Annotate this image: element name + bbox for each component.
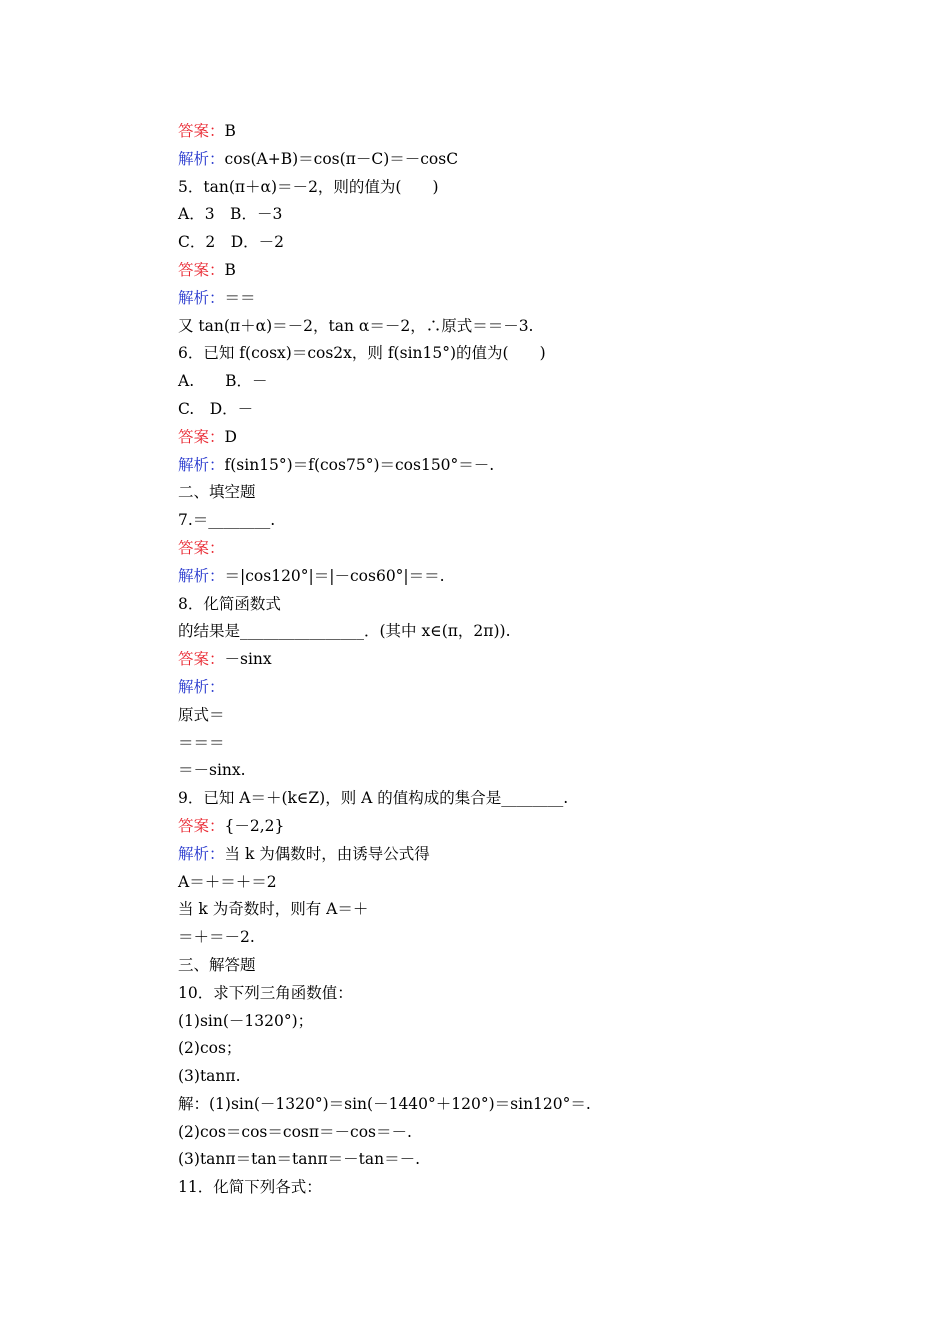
line-text: B — [224, 260, 236, 279]
answer-line — [178, 118, 898, 146]
line-text: 当 k 为偶数时，由诱导公式得 — [224, 844, 430, 863]
line-text: ＝－sinx. — [178, 761, 246, 780]
line-text: 9．已知 A＝＋(k∈Z)，则 A 的值构成的集合是________. — [178, 789, 569, 808]
text-line — [178, 507, 898, 535]
line-text: (2)cos； — [178, 1039, 242, 1058]
line-text: ＝|cos120°|＝|－cos60°|＝＝. — [224, 566, 445, 585]
analysis-line — [178, 841, 898, 869]
line-text: A＝＋＝＋＝2 — [178, 872, 277, 891]
text-line — [178, 313, 898, 341]
text-line — [178, 1174, 898, 1202]
line-text: (1)sin(－1320°)； — [178, 1011, 314, 1030]
text-line — [178, 174, 898, 202]
analysis-line — [178, 452, 898, 480]
text-line — [178, 340, 898, 368]
text-line — [178, 396, 898, 424]
answer-label: 答案： — [178, 260, 225, 279]
line-text: －sinx — [224, 650, 272, 669]
line-text: (3)tanπ. — [178, 1067, 241, 1086]
answer-line — [178, 424, 898, 452]
analysis-label: 解析： — [178, 288, 225, 307]
text-line — [178, 1091, 898, 1119]
text-line — [178, 785, 898, 813]
line-text: B — [224, 122, 236, 140]
text-line — [178, 229, 898, 257]
line-text: 三、解答题 — [178, 955, 256, 974]
text-line — [178, 368, 898, 396]
line-text: cos(A+B)＝cos(π－C)＝－cosC — [224, 149, 459, 168]
answer-line — [178, 535, 898, 563]
line-text: C．2 D．－2 — [178, 233, 285, 252]
answer-label: 答案： — [178, 122, 225, 140]
analysis-line — [178, 146, 898, 174]
answer-line — [178, 813, 898, 841]
analysis-label: 解析： — [178, 844, 225, 863]
analysis-line — [178, 674, 898, 702]
analysis-label: 解析： — [178, 455, 225, 474]
line-text: D — [224, 427, 237, 446]
text-line — [178, 702, 898, 730]
answer-label: 答案： — [178, 816, 225, 835]
text-line — [178, 1146, 898, 1174]
line-text: 5．tan(π＋α)＝－2，则的值为( ) — [178, 177, 439, 196]
line-text: C. D．－ — [178, 399, 254, 418]
text-line — [178, 1035, 898, 1063]
answer-line — [178, 257, 898, 285]
text-line — [178, 952, 898, 980]
analysis-label: 解析： — [178, 677, 225, 696]
analysis-label: 解析： — [178, 566, 225, 585]
line-text: (3)tanπ＝tan＝tanπ＝－tan＝－. — [178, 1150, 421, 1169]
line-text: {－2,2} — [224, 816, 285, 835]
line-text: 6．已知 f(cosx)＝cos2x，则 f(sin15°)的值为( ) — [178, 344, 546, 363]
line-text: A．3 B．－3 — [178, 205, 283, 224]
text-line — [178, 869, 898, 897]
analysis-line — [178, 563, 898, 591]
line-text: ＝＋＝－2. — [178, 928, 255, 947]
document-body — [178, 118, 898, 1202]
text-line — [178, 980, 898, 1008]
answer-label: 答案： — [178, 538, 225, 557]
text-line — [178, 896, 898, 924]
text-line — [178, 1063, 898, 1091]
line-text: A. B．－ — [178, 372, 268, 391]
text-line — [178, 730, 898, 758]
text-line — [178, 924, 898, 952]
line-text: 原式＝ — [178, 705, 225, 724]
answer-label: 答案： — [178, 427, 225, 446]
line-text: (2)cos＝cos＝cosπ＝－cos＝－. — [178, 1122, 412, 1141]
line-text: 7.＝________. — [178, 511, 276, 530]
line-text: f(sin15°)＝f(cos75°)＝cos150°＝－. — [224, 455, 495, 474]
line-text: ＝＝＝ — [178, 733, 225, 752]
line-text: 11．化简下列各式： — [178, 1178, 322, 1197]
line-text: 解：(1)sin(－1320°)＝sin(－1440°＋120°)＝sin120°＝. — [178, 1094, 591, 1113]
analysis-line — [178, 285, 898, 313]
text-line — [178, 1119, 898, 1147]
line-text: 当 k 为奇数时，则有 A＝＋ — [178, 900, 369, 919]
text-line — [178, 201, 898, 229]
line-text: ＝＝ — [224, 288, 256, 307]
line-text: 的结果是________________．(其中 x∈(π，2π)). — [178, 622, 511, 641]
text-line — [178, 591, 898, 619]
text-line — [178, 757, 898, 785]
line-text: 10．求下列三角函数值： — [178, 983, 353, 1002]
answer-line — [178, 646, 898, 674]
text-line — [178, 618, 898, 646]
line-text: 二、填空题 — [178, 483, 256, 502]
line-text: 8．化简函数式 — [178, 594, 281, 613]
text-line — [178, 479, 898, 507]
text-line — [178, 1008, 898, 1036]
analysis-label: 解析： — [178, 149, 225, 168]
answer-label: 答案： — [178, 650, 225, 669]
line-text: 又 tan(π＋α)＝－2，tan α＝－2，∴原式＝＝－3. — [178, 316, 534, 335]
